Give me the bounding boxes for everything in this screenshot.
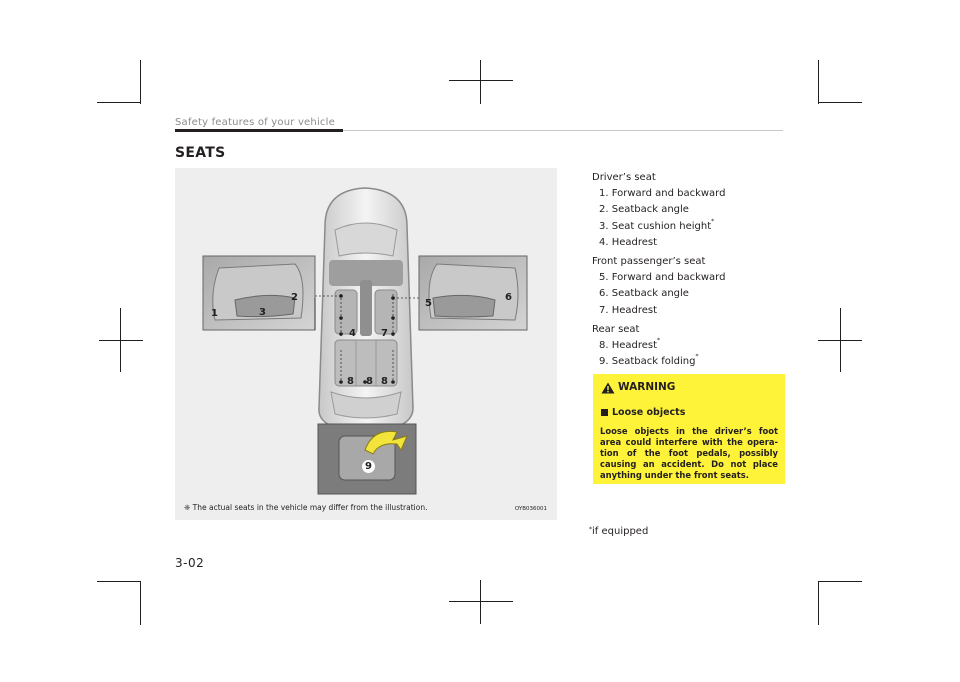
footnote: *if equipped [589, 526, 649, 537]
callout-9: 9 [362, 460, 375, 473]
callout-4: 4 [349, 328, 356, 339]
callout-6: 6 [505, 292, 512, 303]
warning-subtitle: Loose objects [612, 407, 686, 418]
crop-mark [818, 60, 819, 104]
warning-box [593, 374, 785, 484]
figure-code: OYB036001 [514, 506, 547, 512]
list-title-driver: Driver’s seat [592, 172, 656, 183]
header-rule-thin [343, 130, 783, 131]
list-item: 4. Headrest [599, 236, 658, 248]
running-header: Safety features of your vehicle [175, 117, 335, 128]
list-item: 3. Seat cushion height* [599, 217, 715, 232]
list-item: 8. Headrest* [599, 337, 661, 352]
figure-note: ❈ The actual seats in the vehicle may differ from the illustration. [184, 503, 428, 512]
registration-mark [818, 340, 862, 341]
callout-8: 8 [366, 376, 373, 387]
crop-mark [140, 60, 141, 104]
crop-mark [140, 581, 141, 625]
warning-body: Loose objects in the driver’s foot area could interfere with the opera- tion of the foot pedals, possibly causing an accident. Do not place anything under the front seats. [600, 426, 778, 480]
header-rule-bold [175, 129, 343, 132]
page-number: 3-02 [175, 556, 205, 570]
callout-7: 7 [381, 328, 388, 339]
warning-title: WARNING [618, 381, 676, 393]
crop-mark [818, 102, 862, 103]
crop-mark [97, 102, 141, 103]
list-item: 5. Forward and backward [599, 272, 726, 284]
list-item: 7. Headrest [599, 304, 658, 316]
crop-mark [97, 581, 141, 582]
callout-1: 1 [211, 308, 218, 319]
registration-mark [449, 80, 513, 81]
registration-mark [480, 60, 481, 104]
callout-5: 5 [425, 298, 432, 309]
warning-triangle-icon [601, 382, 615, 394]
seat-illustration [175, 168, 557, 520]
callout-3: 3 [259, 307, 266, 318]
crop-mark [818, 581, 862, 582]
list-title-passenger: Front passenger’s seat [592, 256, 706, 268]
registration-mark [99, 340, 143, 341]
callout-8: 8 [381, 376, 388, 387]
list-item: 6. Seatback angle [599, 288, 689, 300]
list-item: 9. Seatback folding* [599, 353, 699, 368]
seat-lists [592, 170, 792, 370]
section-title: SEATS [175, 145, 226, 161]
list-title-rear: Rear seat [592, 323, 640, 335]
list-item: 1. Forward and backward [599, 188, 726, 200]
registration-mark [449, 601, 513, 602]
callout-2: 2 [291, 292, 298, 303]
registration-mark [480, 580, 481, 624]
callout-8: 8 [347, 376, 354, 387]
crop-mark [818, 581, 819, 625]
square-bullet-icon [601, 409, 608, 416]
list-item: 2. Seatback angle [599, 204, 689, 216]
